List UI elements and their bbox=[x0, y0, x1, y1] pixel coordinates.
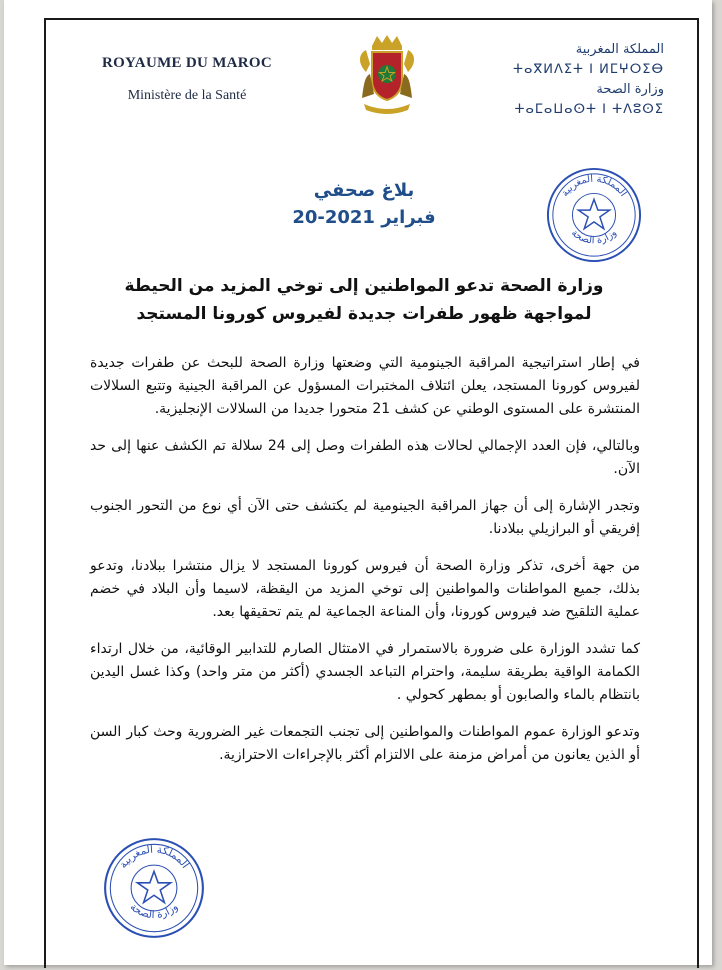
arabic-header bbox=[504, 40, 664, 120]
kingdom-name-tifinagh: ⵜⴰⴳⵍⴷⵉⵜ ⵏ ⵍⵎⵖⵔⵉⴱ bbox=[512, 62, 664, 77]
stamp-top-arc-text: المملكة المغربية bbox=[116, 843, 192, 871]
press-release-label: بلاغ صحفي bbox=[313, 180, 415, 201]
headline: وزارة الصحة تدعو المواطنين إلى توخي المزيد من الحيطة لمواجهة ظهور طفرات جديدة لفيروس كورونا المستجد bbox=[124, 276, 604, 324]
paragraph: وتدعو الوزارة عموم المواطنات والمواطنين إلى تجنب التجمعات غير الضرورية وحث كبار السن أو الذين يعانون من أمراض مزمنة على الالتزام أكثر بالإجراءات الاحترازية. bbox=[90, 724, 640, 763]
french-header bbox=[92, 55, 282, 104]
paragraph: في إطار استراتيجية المراقبة الجينومية التي وضعتها وزارة الصحة للبحث عن طفرات جديدة لفيروس كورونا المستجد، يعلن ائتلاف المختبرات المسؤول عن المراقبة الجينية وتتبع السلالات المنتشرة على المستوى الوطني عن كشف 21 متحورا جديدا من السلالات الإنجليزية. bbox=[90, 355, 640, 417]
svg-text:وزارة الصحة bbox=[128, 901, 181, 921]
svg-text:المملكة المغربية bbox=[559, 174, 628, 199]
paragraph: كما تشدد الوزارة على ضرورة بالاستمرار في الامتثال الصارم للتدابير الوقائية، من خلال ارتداء الكمامة الواقية بطريقة سليمة، واحترام التباعد الجسدي (أكثر من متر واحد) وكذا غسل اليدين بانتظام بالماء والصابون أو بمطهر كحولي . bbox=[90, 641, 640, 703]
document-page bbox=[4, 0, 712, 965]
ministry-name-ar: وزارة الصحة bbox=[596, 82, 664, 97]
kingdom-name-fr: ROYAUME DU MAROC bbox=[101, 55, 273, 71]
svg-text:وزارة الصحة bbox=[569, 228, 619, 247]
coat-of-arms-emblem bbox=[352, 34, 422, 116]
ministry-name-tifinagh: ⵜⴰⵎⴰⵡⴰⵙⵜ ⵏ ⵜⴷⵓⵙⵉ bbox=[514, 102, 664, 117]
stamp-bottom-arc-text: وزارة الصحة bbox=[127, 900, 181, 922]
body-text bbox=[90, 352, 640, 781]
stamp-bottom-arc-text: وزارة الصحة bbox=[569, 227, 619, 247]
press-release-title bbox=[254, 180, 474, 228]
paragraph: من جهة أخرى، تذكر وزارة الصحة أن فيروس كورونا المستجد لا يزال منتشرا ببلادنا، وتدعو بذلك، جميع المواطنات والمواطنين إلى توخي المزيد من اليقظة، لاسيما وأن البلاد في خضم عملية التلقيح ضد فيروس كورونا، وأن المناعة الجماعية لم يتم تحقيقها بعد. bbox=[90, 558, 640, 620]
ministry-name-fr: Ministère de la Santé bbox=[127, 88, 247, 103]
press-release-date: 20-فبراير 2021 bbox=[292, 207, 436, 228]
official-stamp-top bbox=[545, 166, 643, 264]
kingdom-name-ar: المملكة المغربية bbox=[575, 42, 664, 57]
stamp-top-arc-text: المملكة المغربية bbox=[559, 173, 629, 199]
paragraph: وتجدر الإشارة إلى أن جهاز المراقبة الجينومية لم يكتشف حتى الآن أي نوع من التحور الجنوب إفريقي أو البرازيلي ببلادنا. bbox=[90, 498, 640, 537]
official-stamp-bottom bbox=[102, 836, 206, 940]
paragraph: وبالتالي، فإن العدد الإجمالي لحالات هذه الطفرات وصل إلى 24 سلالة تم الكشف عنها إلى حد الآن. bbox=[90, 438, 640, 477]
